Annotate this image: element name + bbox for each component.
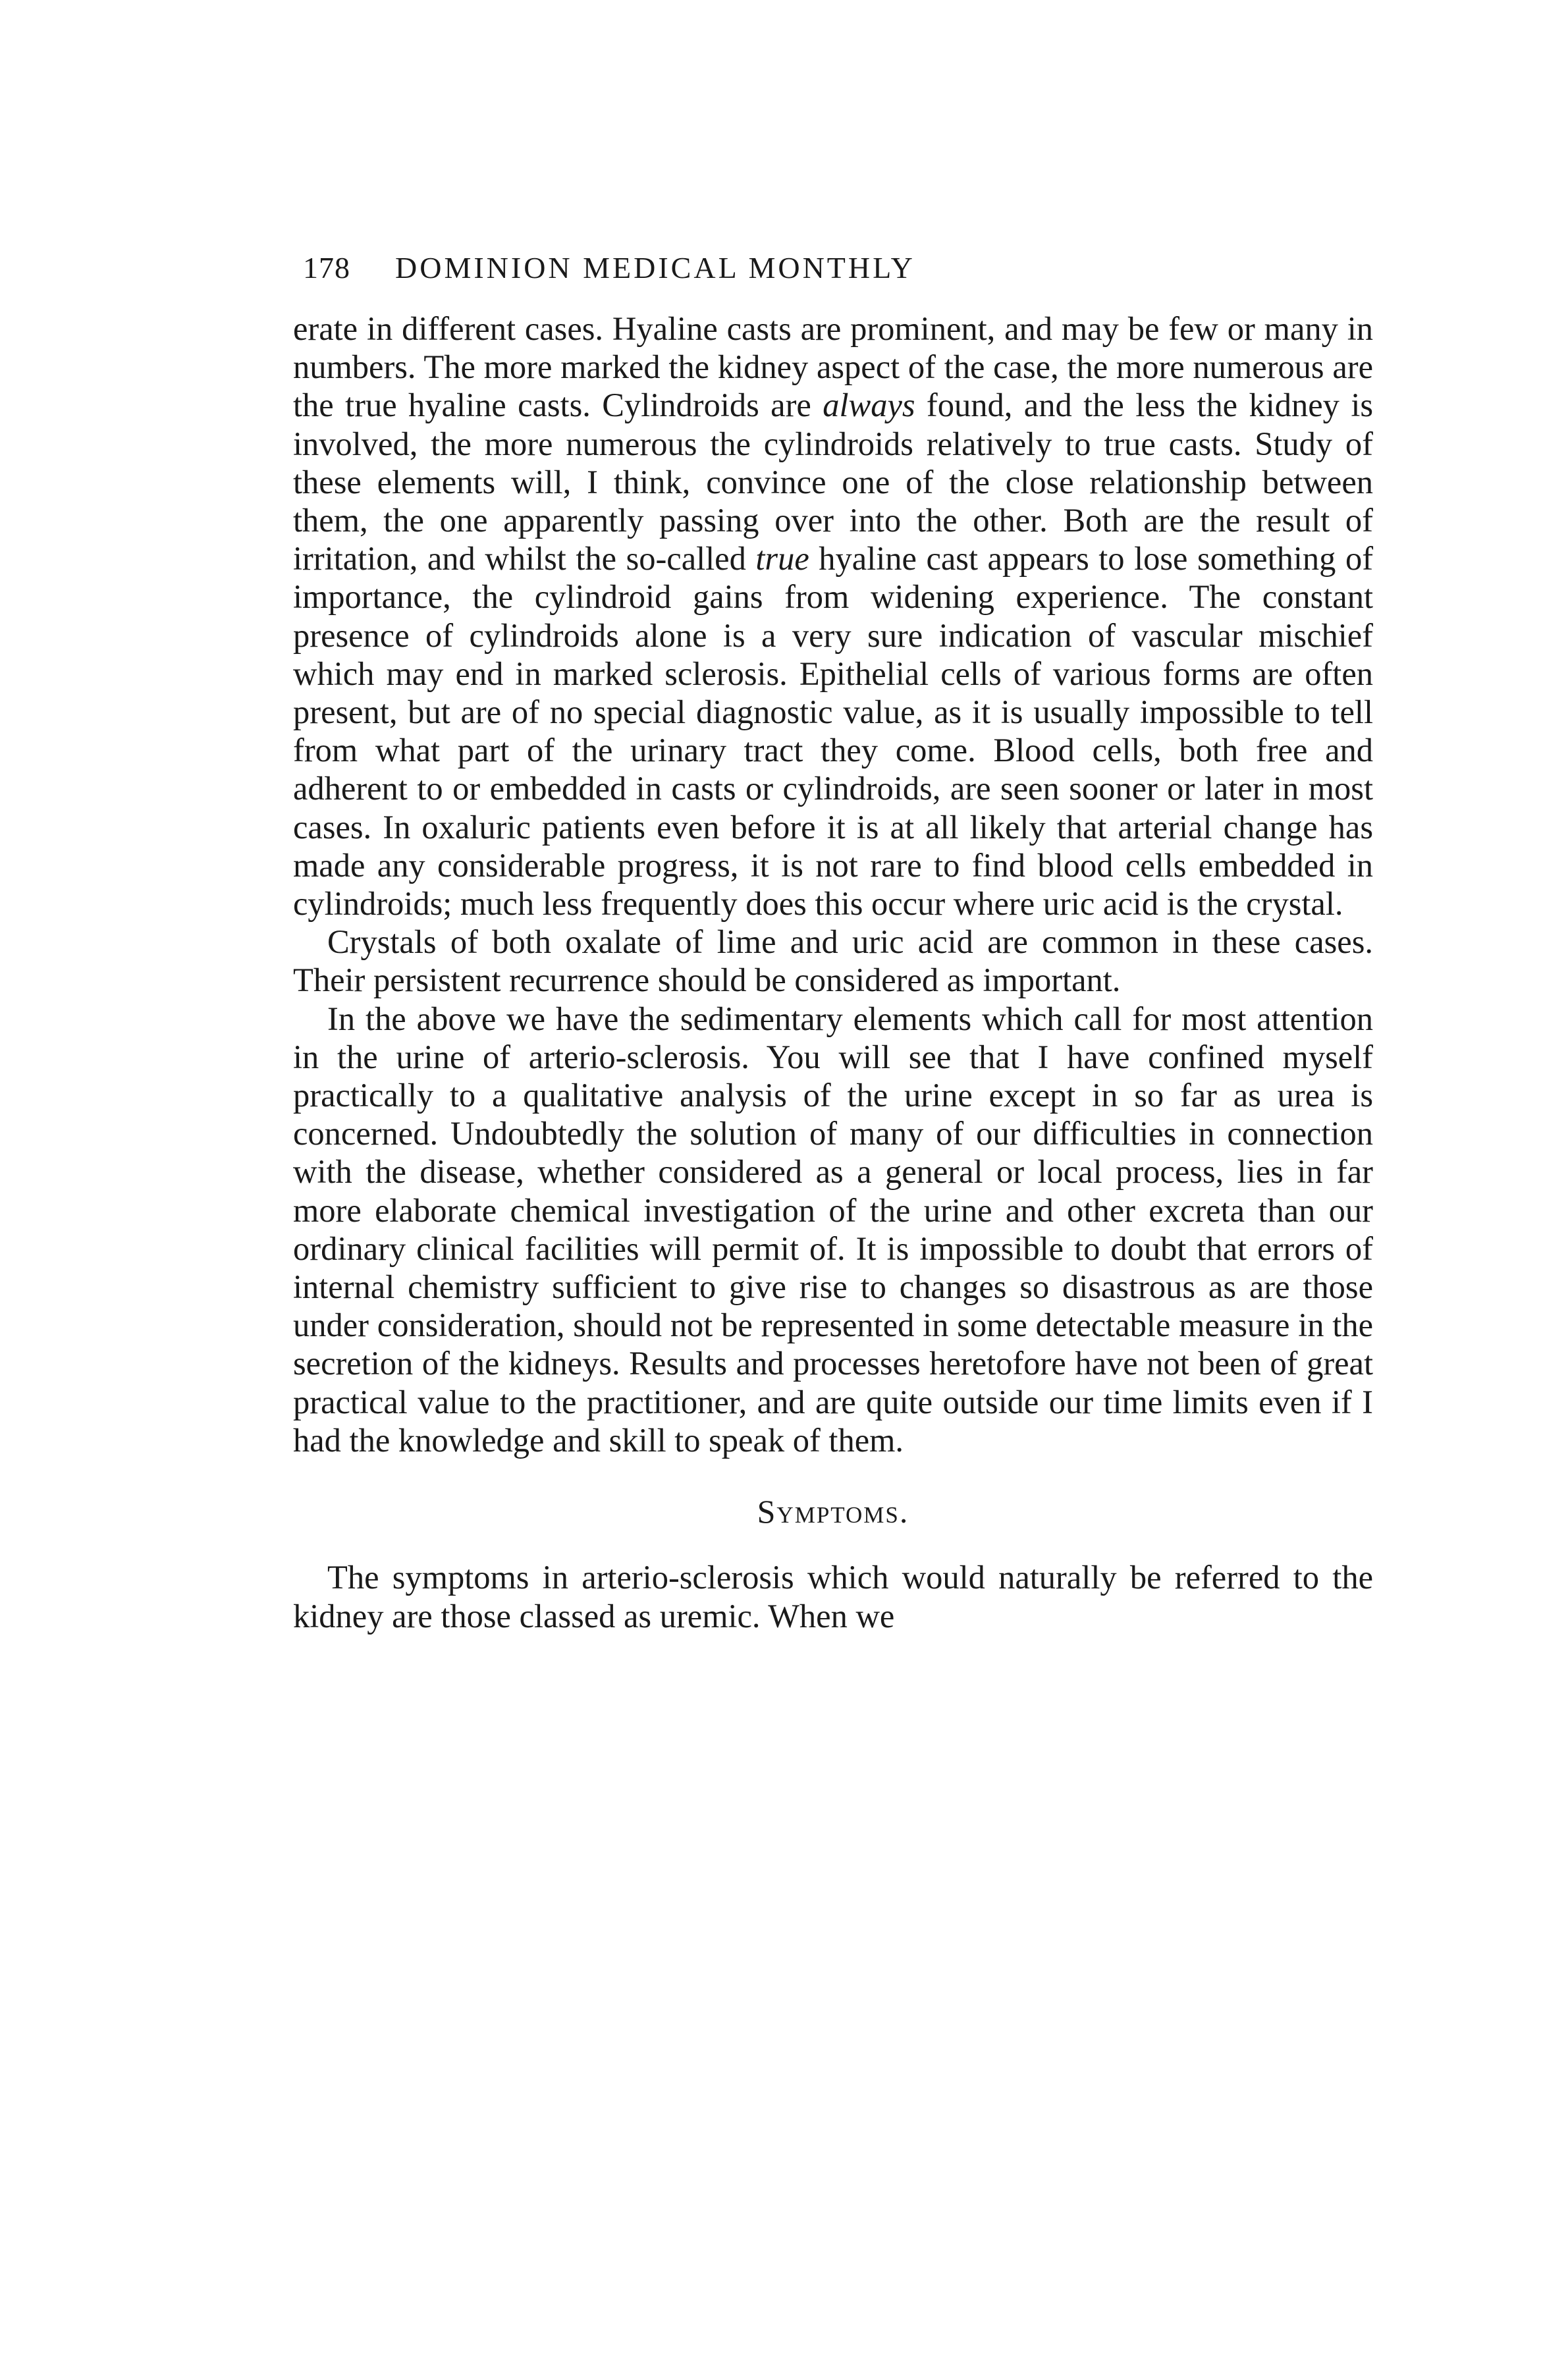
page-header — [303, 250, 1199, 290]
paragraph-2: Crystals of both oxalate of lime and uric acid are common in these cases. Their persistent recurrence should be considered as important. — [293, 923, 1373, 999]
paragraph-3: In the above we have the sedimentary elements which call for most attention in the urine of arterio-sclerosis. You will see that I have confined myself practically to a qualitative analysis of the urine except in so far as urea is concerned. Undoubtedly the solution of many of our difficulties in connection with the disease, whether considered as a general or local process, lies in far more elaborate chemical investigation of the urine and other excreta than our ordinary clinical facilities will permit of. It is impossible to doubt that errors of internal chemistry sufficient to give rise to changes so disastrous as are those under consideration, should not be represented in some detectable measure in the secretion of the kidneys. Results and processes heretofore have not been of great practical value to the practitioner, and are quite outside our time limits even if I had the knowledge and skill to speak of them. — [293, 1000, 1373, 1459]
body-text — [293, 310, 1373, 1635]
emphasis-text: always — [823, 387, 915, 424]
page-number: 178 — [303, 251, 350, 284]
emphasis-text: true — [755, 540, 809, 578]
section-heading: Symptoms. — [757, 1493, 909, 1530]
paragraph-1: erate in different cases. Hyaline casts are prominent, and may be few or many in numbers. The more marked the kidney aspect of the case, the more numerous are the true hyaline casts. Cylindroids are always found, and the less the kidney is involved, the more numerous the cylindroids relatively to true casts. Study of these elements will, I think, convince one of the close relationship between them, the one apparently passing over into the other. Both are the result of irritation, and whilst the so-called true hyaline cast appears to lose something of importance, the cylindroid gains from widening experience. The constant presence of cylindroids alone is a very sure indication of vascular mischief which may end in marked sclerosis. Epithelial cells of various forms are often present, but are of no special diagnostic value, as it is usually impossible to tell from what part of the urinary tract they come. Blood cells, both free and adherent to or embedded in casts or cylindroids, are seen sooner or later in most cases. In oxaluric patients even before it is at all likely that arterial change has made any considerable progress, it is not rare to find blood cells embedded in cylindroids; much less frequently does this occur where uric acid is the crystal. — [293, 310, 1374, 923]
paragraph-4: The symptoms in arterio-sclerosis which would naturally be referred to the kidney are those classed as uremic. When we — [293, 1559, 1373, 1635]
running-head: DOMINION MEDICAL MONTHLY — [395, 251, 915, 284]
